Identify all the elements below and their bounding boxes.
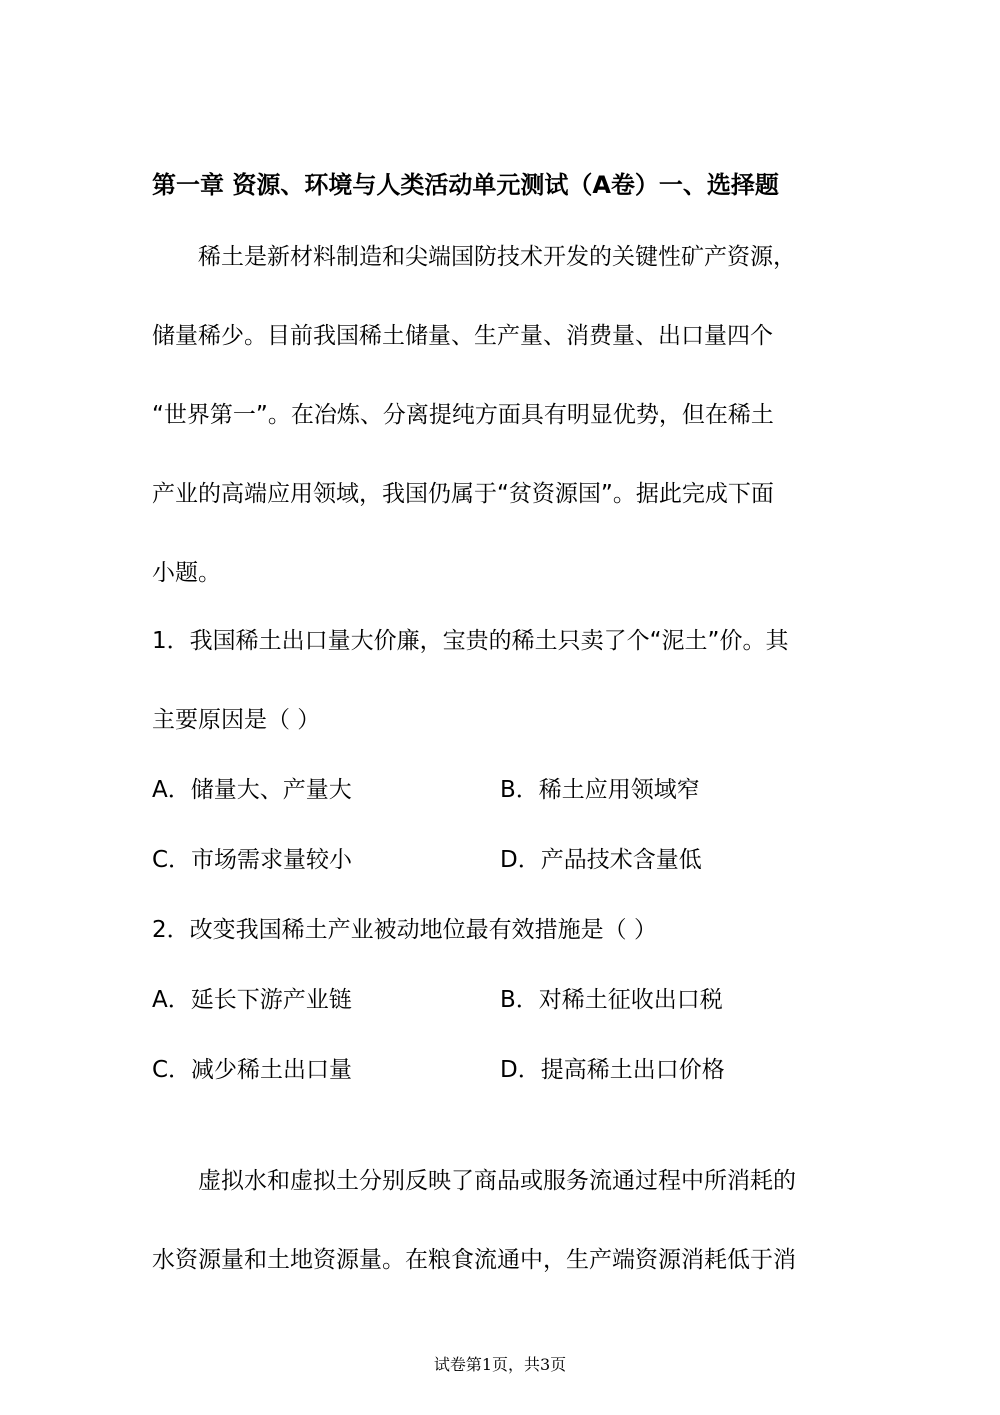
question-stem: 2．改变我国稀土产业被动地位最有效措施是（ ） — [152, 917, 657, 943]
option-b: B．对稀土征收出口税 — [500, 987, 723, 1013]
passage-line: 虚拟水和虚拟土分别反映了商品或服务流通过程中所消耗的 — [198, 1168, 796, 1194]
question-stem: 主要原因是（ ） — [152, 707, 321, 733]
option-c: C．市场需求量较小 — [152, 847, 353, 873]
question-stem: 1．我国稀土出口量大价廉，宝贵的稀土只卖了个“泥土”价。其 — [152, 628, 789, 654]
passage-line: 产业的高端应用领域，我国仍属于“贫资源国”。据此完成下面 — [152, 481, 774, 507]
page-title: 第一章 资源、环境与人类活动单元测试（A卷）一、选择题 — [152, 171, 779, 199]
option-a: A．延长下游产业链 — [152, 987, 352, 1013]
option-d: D．提高稀土出口价格 — [500, 1057, 725, 1083]
page-footer: 试卷第1页，共3页 — [433, 1355, 567, 1374]
option-b: B．稀土应用领域窄 — [500, 777, 700, 803]
passage-line: 水资源量和土地资源量。在粮食流通中，生产端资源消耗低于消 — [152, 1247, 796, 1273]
option-d: D．产品技术含量低 — [500, 847, 702, 873]
passage-line: 小题。 — [152, 560, 221, 586]
option-a: A．储量大、产量大 — [152, 777, 352, 803]
passage-line: 稀土是新材料制造和尖端国防技术开发的关键性矿产资源， — [198, 244, 796, 270]
option-c: C．减少稀土出口量 — [152, 1057, 353, 1083]
passage-line: “世界第一”。在冶炼、分离提纯方面具有明显优势，但在稀土 — [152, 402, 774, 428]
passage-line: 储量稀少。目前我国稀土储量、生产量、消费量、出口量四个 — [152, 323, 773, 349]
